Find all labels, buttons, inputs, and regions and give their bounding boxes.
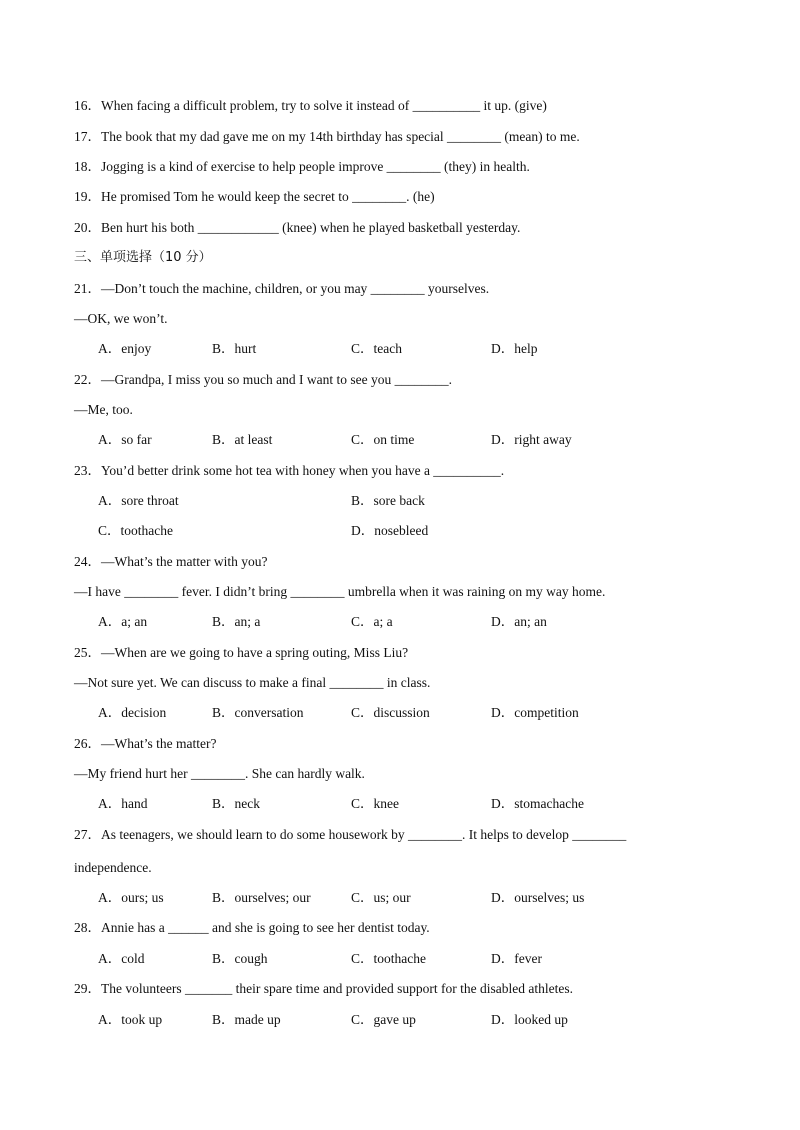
- question-27-continuation: independence.: [74, 860, 152, 875]
- option-21-a: A．enjoy: [98, 341, 152, 356]
- question-22-reply: —Me, too.: [74, 402, 133, 417]
- option-26-a: A．hand: [98, 796, 148, 811]
- option-26-d: D．stomachache: [491, 796, 584, 811]
- question-21-stem: 21．—Don’t touch the machine, children, or you may ________ yourselves.: [74, 281, 490, 296]
- option-24-d: D．an; an: [491, 614, 547, 629]
- question-22-stem: 22．—Grandpa, I miss you so much and I want to see you ________.: [74, 372, 452, 387]
- section-heading: 三、单项选择（10 分）: [74, 250, 212, 265]
- question-29-stem: 29．The volunteers _______ their spare time and provided support for the disabled athletes.: [74, 981, 573, 996]
- question-18: 18．Jogging is a kind of exercise to help people improve ________ (they) in health.: [74, 159, 530, 174]
- option-23-c: C．toothache: [98, 523, 173, 538]
- option-28-b: B．cough: [212, 951, 268, 966]
- option-23-d: D．nosebleed: [351, 523, 429, 538]
- option-28-a: A．cold: [98, 951, 145, 966]
- option-25-b: B．conversation: [212, 705, 304, 720]
- option-22-b: B．at least: [212, 432, 273, 447]
- option-27-b: B．ourselves; our: [212, 890, 311, 905]
- option-24-b: B．an; a: [212, 614, 261, 629]
- option-25-a: A．decision: [98, 705, 167, 720]
- question-25-stem: 25．—When are we going to have a spring outing, Miss Liu?: [74, 645, 409, 660]
- option-23-b: B．sore back: [351, 493, 425, 508]
- question-24-reply: —I have ________ fever. I didn’t bring ________ umbrella when it was raining on my way home.: [74, 584, 606, 599]
- question-24-stem: 24．—What’s the matter with you?: [74, 554, 268, 569]
- question-17: 17．The book that my dad gave me on my 14th birthday has special ________ (mean) to me.: [74, 129, 580, 144]
- option-21-b: B．hurt: [212, 341, 257, 356]
- question-21-reply: —OK, we won’t.: [74, 311, 168, 326]
- question-16: 16．When facing a difficult problem, try to solve it instead of __________ it up. (give): [74, 98, 547, 113]
- option-26-c: C．knee: [351, 796, 399, 811]
- option-28-c: C．toothache: [351, 951, 426, 966]
- question-28-stem: 28．Annie has a ______ and she is going to see her dentist today.: [74, 920, 430, 935]
- option-28-d: D．fever: [491, 951, 542, 966]
- question-20: 20．Ben hurt his both ____________ (knee) when he played basketball yesterday.: [74, 220, 521, 235]
- option-27-a: A．ours; us: [98, 890, 164, 905]
- option-29-c: C．gave up: [351, 1012, 416, 1027]
- option-25-c: C．discussion: [351, 705, 430, 720]
- option-22-c: C．on time: [351, 432, 415, 447]
- option-29-d: D．looked up: [491, 1012, 568, 1027]
- option-27-d: D．ourselves; us: [491, 890, 585, 905]
- option-27-c: C．us; our: [351, 890, 411, 905]
- option-22-d: D．right away: [491, 432, 572, 447]
- option-25-d: D．competition: [491, 705, 579, 720]
- question-26-reply: —My friend hurt her ________. She can hardly walk.: [74, 766, 365, 781]
- option-29-b: B．made up: [212, 1012, 281, 1027]
- question-19: 19．He promised Tom he would keep the secret to ________. (he): [74, 189, 435, 204]
- option-29-a: A．took up: [98, 1012, 163, 1027]
- option-24-c: C．a; a: [351, 614, 393, 629]
- option-24-a: A．a; an: [98, 614, 148, 629]
- option-22-a: A．so far: [98, 432, 152, 447]
- question-27-stem: 27．As teenagers, we should learn to do some housework by ________. It helps to develop ________: [74, 827, 627, 842]
- option-26-b: B．neck: [212, 796, 260, 811]
- question-26-stem: 26．—What’s the matter?: [74, 736, 217, 751]
- option-21-d: D．help: [491, 341, 538, 356]
- option-21-c: C．teach: [351, 341, 402, 356]
- question-25-reply: —Not sure yet. We can discuss to make a final ________ in class.: [74, 675, 431, 690]
- option-23-a: A．sore throat: [98, 493, 179, 508]
- question-23-stem: 23．You’d better drink some hot tea with honey when you have a __________.: [74, 463, 505, 478]
